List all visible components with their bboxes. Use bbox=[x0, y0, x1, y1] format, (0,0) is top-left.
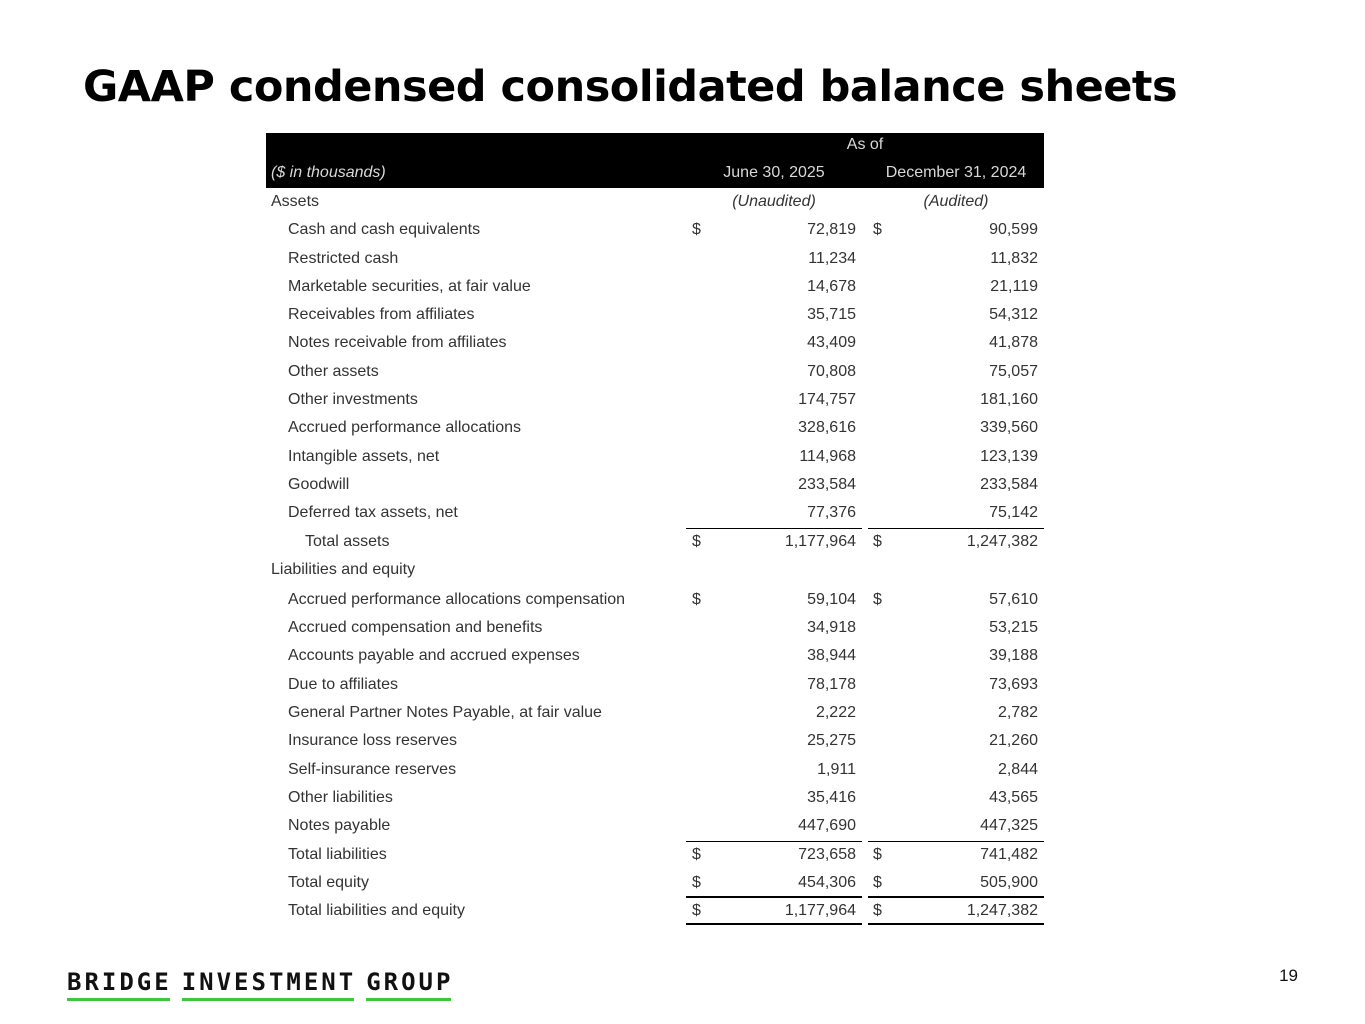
currency-symbol: $ bbox=[873, 221, 882, 239]
total-assets-v2: 1,247,382 bbox=[966, 532, 1038, 550]
row-label: Intangible assets, net bbox=[288, 447, 440, 465]
row-value-dec-2024: 2,782 bbox=[997, 704, 1038, 722]
table-row bbox=[266, 443, 1044, 471]
logo-word: INVESTMENT bbox=[181, 968, 357, 996]
currency-symbol: $ bbox=[692, 221, 701, 239]
row-label: Due to affiliates bbox=[288, 675, 398, 693]
table-row bbox=[266, 273, 1044, 301]
table-row bbox=[266, 784, 1044, 812]
asset-rows bbox=[266, 216, 1044, 527]
row-label: Accrued performance allocations bbox=[288, 419, 522, 437]
currency-symbol: $ bbox=[692, 873, 701, 891]
total-assets-v1: 1,177,964 bbox=[784, 532, 856, 550]
row-value-june-2025: 35,715 bbox=[807, 306, 856, 324]
header-units: ($ in thousands) bbox=[271, 164, 386, 181]
currency-symbol: $ bbox=[873, 845, 882, 863]
currency-symbol: $ bbox=[873, 532, 882, 550]
page-title: GAAP condensed consolidated balance sheets bbox=[83, 62, 1178, 112]
currency-symbol: $ bbox=[692, 590, 701, 608]
row-value-june-2025: 14,678 bbox=[807, 277, 856, 295]
row-value-june-2025: 34,918 bbox=[807, 619, 856, 637]
assets-label: Assets bbox=[271, 193, 320, 210]
row-value-dec-2024: 53,215 bbox=[989, 619, 1038, 637]
total-liabilities-equity-v1: 1,177,964 bbox=[784, 902, 856, 920]
row-value-june-2025: 114,968 bbox=[799, 447, 856, 465]
row-value-june-2025: 70,808 bbox=[807, 362, 856, 380]
row-value-dec-2024: 75,142 bbox=[989, 504, 1038, 522]
total-liabilities-equity-label: Total liabilities and equity bbox=[288, 902, 465, 920]
row-value-june-2025: 38,944 bbox=[807, 647, 856, 665]
row-value-june-2025: 43,409 bbox=[807, 334, 856, 352]
row-label: Notes payable bbox=[288, 817, 391, 835]
row-value-june-2025: 78,178 bbox=[807, 675, 856, 693]
total-equity-row bbox=[266, 869, 1044, 897]
row-value-june-2025: 35,416 bbox=[807, 788, 856, 806]
total-liabilities-equity-row bbox=[266, 897, 1044, 925]
row-label: Restricted cash bbox=[288, 249, 399, 267]
row-value-dec-2024: 41,878 bbox=[989, 334, 1038, 352]
header-col-dec-2024: December 31, 2024 bbox=[885, 164, 1027, 181]
table-row bbox=[266, 471, 1044, 499]
logo-word: BRIDGE bbox=[67, 968, 172, 996]
row-value-dec-2024: 54,312 bbox=[989, 306, 1038, 324]
total-liabilities-v2: 741,482 bbox=[980, 845, 1038, 863]
row-value-dec-2024: 21,260 bbox=[989, 732, 1038, 750]
row-value-june-2025: 447,690 bbox=[798, 817, 856, 835]
liability-rows bbox=[266, 586, 1044, 841]
row-value-dec-2024: 2,844 bbox=[997, 760, 1038, 778]
row-value-dec-2024: 233,584 bbox=[980, 475, 1038, 493]
page-number: 19 bbox=[1279, 966, 1298, 985]
total-assets-label: Total assets bbox=[305, 532, 390, 550]
row-value-june-2025: 328,616 bbox=[798, 419, 856, 437]
liabilities-label: Liabilities and equity bbox=[271, 560, 416, 578]
row-value-june-2025: 77,376 bbox=[807, 504, 856, 522]
total-liabilities-v1: 723,658 bbox=[798, 845, 856, 863]
liabilities-section-row bbox=[266, 556, 1044, 586]
currency-symbol: $ bbox=[692, 902, 701, 920]
total-liabilities-equity-v2: 1,247,382 bbox=[966, 902, 1038, 920]
row-label: Other assets bbox=[288, 362, 379, 380]
total-equity-label: Total equity bbox=[288, 873, 369, 891]
logo-word: GROUP bbox=[366, 968, 454, 996]
table-row bbox=[266, 756, 1044, 784]
table-row bbox=[266, 414, 1044, 442]
balance-sheet-table bbox=[266, 133, 1044, 925]
row-value-june-2025: 174,757 bbox=[798, 391, 856, 409]
row-label: Receivables from affiliates bbox=[288, 306, 475, 324]
row-value-dec-2024: 181,160 bbox=[980, 391, 1038, 409]
table-row bbox=[266, 671, 1044, 699]
table-row bbox=[266, 216, 1044, 244]
row-label: Self-insurance reserves bbox=[288, 760, 457, 778]
row-label: Insurance loss reserves bbox=[288, 732, 457, 750]
total-equity-v1: 454,306 bbox=[798, 873, 856, 891]
row-value-june-2025: 59,104 bbox=[807, 590, 856, 608]
row-label: Other liabilities bbox=[288, 788, 393, 806]
assets-section-row bbox=[266, 188, 1044, 216]
table-row bbox=[266, 727, 1044, 755]
row-value-dec-2024: 75,057 bbox=[989, 362, 1038, 380]
table-row bbox=[266, 329, 1044, 357]
currency-symbol: $ bbox=[692, 532, 701, 550]
row-label: Marketable securities, at fair value bbox=[288, 277, 531, 295]
company-logo bbox=[67, 968, 463, 996]
row-value-dec-2024: 43,565 bbox=[989, 788, 1038, 806]
row-value-dec-2024: 123,139 bbox=[980, 447, 1038, 465]
currency-symbol: $ bbox=[873, 873, 882, 891]
table-row bbox=[266, 642, 1044, 670]
total-liabilities-row bbox=[266, 841, 1044, 869]
row-label: Notes receivable from affiliates bbox=[288, 334, 507, 352]
row-value-dec-2024: 11,832 bbox=[990, 249, 1038, 267]
header-as-of: As of bbox=[846, 136, 884, 153]
table-row bbox=[266, 699, 1044, 727]
total-liabilities-label: Total liabilities bbox=[288, 845, 387, 863]
row-label: Other investments bbox=[288, 391, 418, 409]
table-header bbox=[266, 133, 1044, 188]
table-row bbox=[266, 386, 1044, 414]
total-equity-v2: 505,900 bbox=[980, 873, 1038, 891]
row-value-dec-2024: 57,610 bbox=[989, 590, 1038, 608]
col2-status: (Audited) bbox=[923, 193, 989, 210]
row-value-june-2025: 11,234 bbox=[808, 249, 856, 267]
row-label: Accrued compensation and benefits bbox=[288, 619, 543, 637]
row-label: Cash and cash equivalents bbox=[288, 221, 481, 239]
row-label: Accounts payable and accrued expenses bbox=[288, 647, 580, 665]
table-row bbox=[266, 358, 1044, 386]
row-value-june-2025: 1,911 bbox=[817, 760, 856, 778]
currency-symbol: $ bbox=[692, 845, 701, 863]
row-value-dec-2024: 39,188 bbox=[989, 647, 1038, 665]
row-value-june-2025: 25,275 bbox=[807, 732, 856, 750]
currency-symbol: $ bbox=[873, 590, 882, 608]
row-value-june-2025: 2,222 bbox=[815, 704, 856, 722]
row-label: Accrued performance allocations compensation bbox=[288, 590, 626, 608]
table-row bbox=[266, 812, 1044, 840]
table-row bbox=[266, 245, 1044, 273]
row-value-dec-2024: 73,693 bbox=[989, 675, 1038, 693]
row-value-dec-2024: 447,325 bbox=[980, 817, 1038, 835]
table-row bbox=[266, 586, 1044, 614]
table-row bbox=[266, 614, 1044, 642]
row-value-june-2025: 72,819 bbox=[807, 221, 856, 239]
currency-symbol: $ bbox=[873, 902, 882, 920]
row-label: Deferred tax assets, net bbox=[288, 504, 458, 522]
col1-status: (Unaudited) bbox=[732, 193, 816, 210]
table-row bbox=[266, 499, 1044, 527]
row-label: General Partner Notes Payable, at fair value bbox=[288, 704, 602, 722]
row-label: Goodwill bbox=[288, 475, 350, 493]
table-row bbox=[266, 301, 1044, 329]
row-value-dec-2024: 339,560 bbox=[980, 419, 1038, 437]
row-value-dec-2024: 90,599 bbox=[989, 221, 1038, 239]
row-value-june-2025: 233,584 bbox=[798, 475, 856, 493]
total-assets-row bbox=[266, 528, 1044, 556]
row-value-dec-2024: 21,119 bbox=[990, 277, 1038, 295]
header-col-june-2025: June 30, 2025 bbox=[723, 164, 825, 181]
